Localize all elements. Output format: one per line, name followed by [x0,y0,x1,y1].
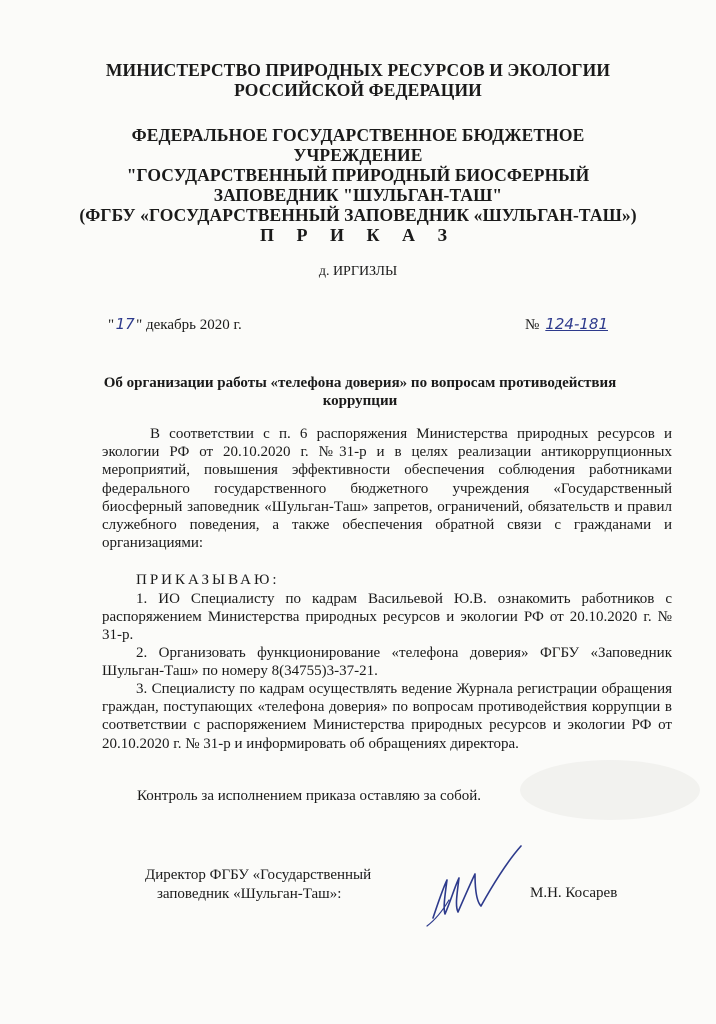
subject-line-1: Об организации работы «телефона доверия» по вопросам противодействия [103,375,617,391]
document-type-title: П Р И К А З [259,225,457,245]
institution-header [0,125,716,225]
ministry-line-1: МИНИСТЕРСТВО ПРИРОДНЫХ РЕСУРСОВ И ЭКОЛОГИИ [105,60,611,80]
date-quote-open: " [108,317,115,333]
order-item-3: 3. Специалисту по кадрам осуществлять ведение Журнала регистрации обращения граждан, поступающих «телефона доверия» по вопросам противодействия коррупции в соответствии с распоряжением Министерства природных ресурсов и экологии РФ от 20.10.2020 г. № 31-р и информировать об обращениях директора. [102,681,672,752]
director-title-line-2: заповедник «Шульган-Таш»: [157,886,342,902]
date-quote-close: " [136,317,143,333]
director-name: М.Н. Косарев [530,885,618,901]
director-title [145,866,371,904]
place-of-issue: д. ИРГИЗЛЫ [318,264,398,279]
institution-line-1: ФЕДЕРАЛЬНОЕ ГОСУДАРСТВЕННОЕ БЮДЖЕТНОЕ [131,125,585,145]
document-number [525,315,608,334]
ministry-line-2: РОССИЙСКОЙ ФЕДЕРАЦИИ [234,80,482,100]
order-item-2: 2. Организовать функционирование «телефона доверия» ФГБУ «Заповедник Шульган-Таш» по номеру 8(34755)3-37-21. [102,645,672,680]
subject-line-2: коррупции [322,393,398,409]
date-month-year: декабрь 2020 г. [142,317,242,333]
institution-line-5: (ФГБУ «ГОСУДАРСТВЕННЫЙ ЗАПОВЕДНИК «ШУЛЬГАН-ТАШ») [79,205,637,225]
number-value-handwritten: 124-181 [545,315,608,333]
date-day-handwritten: 17 [115,315,135,333]
director-title-line-1: Директор ФГБУ «Государственный [145,867,372,883]
order-subject [100,374,620,410]
control-statement: Контроль за исполнением приказа оставляю за собой. [137,788,482,804]
ministry-header [0,60,716,100]
order-item-1: 1. ИО Специалисту по кадрам Васильевой Ю.В. ознакомить работников с распоряжением Министерства природных ресурсов и экологии РФ от 20.10.2020 г. № 31-р. [102,591,672,644]
orders-heading: ПРИКАЗЫВАЮ: [136,572,280,588]
institution-line-4: ЗАПОВЕДНИК "ШУЛЬГАН-ТАШ" [213,185,503,205]
document-date [108,315,242,334]
institution-line-2: УЧРЕЖДЕНИЕ [293,145,423,165]
handwritten-signature [425,840,535,930]
preamble-paragraph: В соответствии с п. 6 распоряжения Министерства природных ресурсов и экологии РФ от 20.10.2020 г. №31-р и в целях реализации антикоррупционных мероприятий, повышения эффективности обеспечения соблюдения работниками федерального государственного бюджетного учреждения «Государственный биосферный заповедник «Шульган-Таш» запретов, ограничений, обязательств и правил служебного поведения, а также обеспечения обратной связи с гражданами и организациями: [102,426,672,552]
number-label: № [525,317,540,333]
scan-smudge [520,760,700,820]
institution-line-3: "ГОСУДАРСТВЕННЫЙ ПРИРОДНЫЙ БИОСФЕРНЫЙ [126,165,590,185]
